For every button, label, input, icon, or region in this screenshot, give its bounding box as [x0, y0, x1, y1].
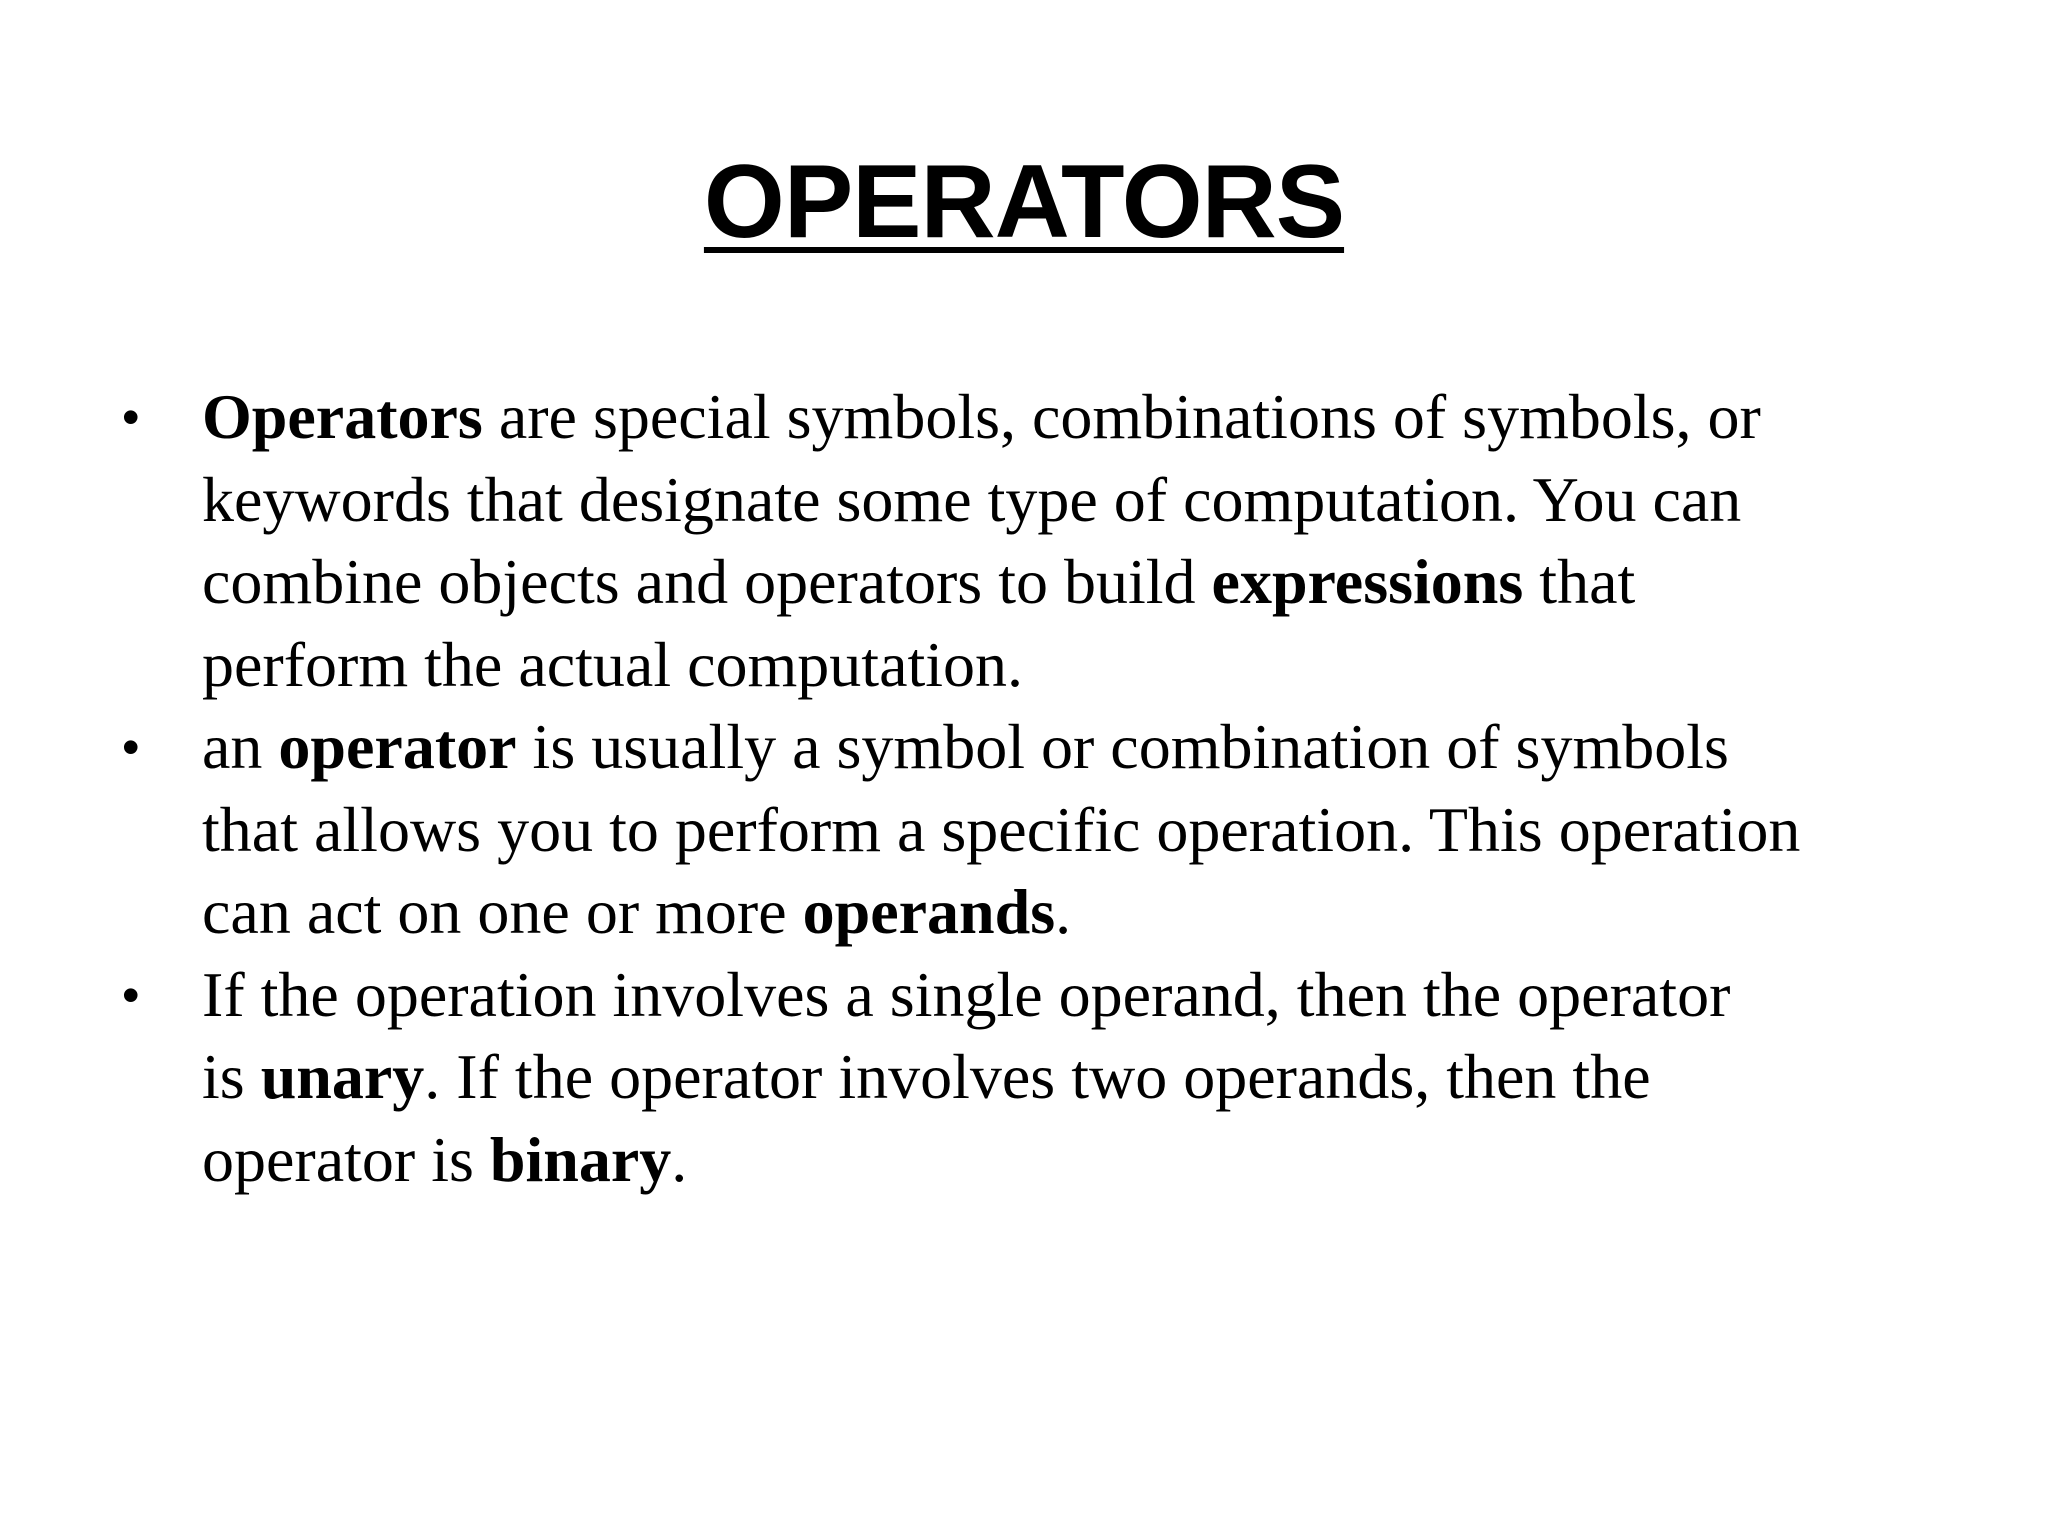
bullet-text [202, 381, 1761, 700]
bullet-dot-icon: • [122, 719, 140, 775]
bold-term: expressions [1211, 546, 1524, 617]
text-run: is [202, 1041, 261, 1112]
bullet-text [202, 711, 1800, 947]
slide-title: OPERATORS [703, 144, 1345, 260]
text-run: If the operation involves a single operand, then the operator [202, 958, 1731, 1030]
text-run: . If the operator involves two operands, then the [424, 1041, 1651, 1112]
bullet-dot-icon: • [122, 389, 140, 445]
bullet-item [122, 706, 1972, 954]
text-run: perform the actual computation. [202, 628, 1024, 700]
bold-term: operator [278, 711, 517, 782]
bold-term: Operators [202, 381, 483, 452]
bold-term: unary [260, 1041, 425, 1112]
text-run: an [202, 711, 279, 782]
bullet-item [122, 954, 1972, 1202]
text-run: is usually a symbol or combination of symbols [516, 711, 1729, 782]
text-run: . [1055, 876, 1072, 947]
bullet-item [122, 376, 1972, 706]
text-run: can act on one or more [202, 876, 803, 947]
text-run: keywords that designate some type of computation. You can [202, 463, 1742, 535]
text-run: . [671, 1123, 688, 1195]
text-run: combine objects and operators to build [202, 546, 1212, 617]
text-run: are special symbols, combinations of symbols, or [482, 381, 1761, 452]
bullet-text [202, 959, 1730, 1195]
text-run: operator is [202, 1123, 490, 1195]
text-run: that [1523, 546, 1636, 617]
bullet-list [122, 376, 1972, 1201]
bold-term: binary [489, 1123, 672, 1195]
text-run: that allows you to perform a specific operation. This operation [202, 793, 1801, 865]
bullet-dot-icon: • [122, 966, 140, 1023]
bold-term: operands [802, 876, 1056, 947]
